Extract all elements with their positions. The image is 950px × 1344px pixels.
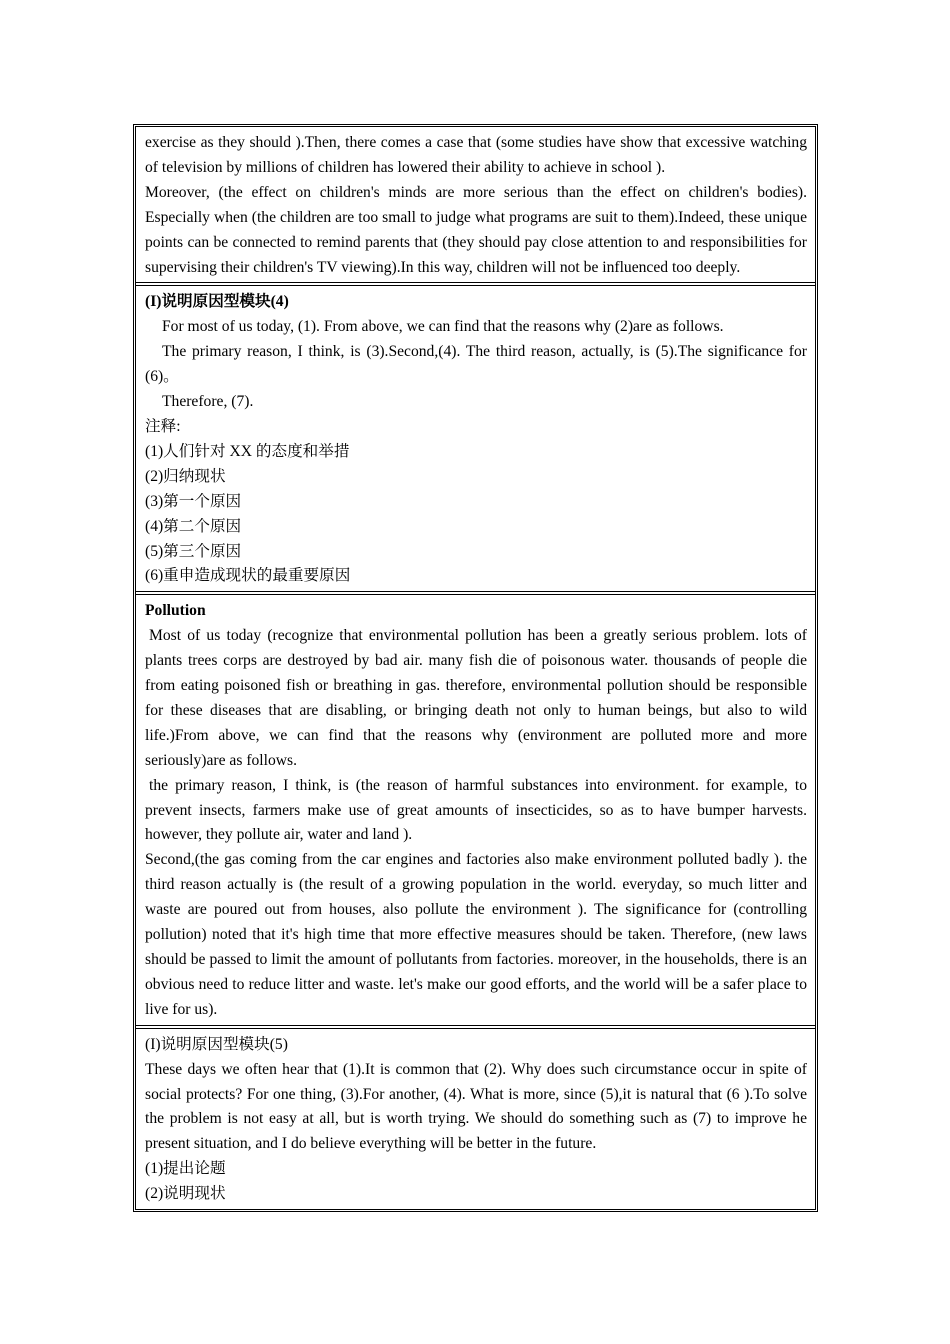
- paragraph: The primary reason, I think, is (3).Second,(4). The third reason, actually, is (5).The significance for (6)。: [145, 343, 807, 386]
- template-block-4: [136, 282, 815, 591]
- paragraph: the primary reason, I think, is (the reason of harmful substances into environment. for example, to prevent insects, farmers make use of great amounts of insecticides, so as to have bumper harvests. however, they pollute air, water and land ).: [145, 776, 807, 844]
- note-item: (1)提出论题: [145, 1160, 226, 1178]
- note-item: (5)第三个原因: [145, 542, 242, 560]
- paragraph: Second,(the gas coming from the car engines and factories also make environment polluted badly ). the third reason actually is (the result of a growing population in the world. everyday, so much litter and waste are poured out from houses, also pollute the environment ). The significance for (controlling pollution) noted that it's high time that more effective measures should be taken. Therefore, (new laws should be passed to limit the amount of pollutants from factories. moreover, in the households, there is an obvious need to reduce litter and waste. let's make our good efforts, and the world will be a safer place to live for us).: [145, 851, 807, 1018]
- notes-label: 注释:: [145, 417, 181, 435]
- note-item: (3)第一个原因: [145, 492, 242, 510]
- text-block-tv: [136, 127, 815, 282]
- essay-title: Pollution: [145, 602, 206, 620]
- note-item: (2)归纳现状: [145, 467, 226, 485]
- note-item: (1)人们针对 XX 的态度和举措: [145, 442, 350, 460]
- paragraph: These days we often hear that (1).It is common that (2). Why does such circumstance occur in spite of social protects? For one thing, (3).For another, (4). What is more, since (5),it is natural that (6 ).To solve the problem is not easy at all, but is worth trying. We should do something such as (7) to improve he present situation, and I do believe everything will be better in the future.: [145, 1060, 807, 1153]
- paragraph: Most of us today (recognize that environmental pollution has been a greatly serious problem. lots of plants trees corps are destroyed by bad air. many fish die of poisonous water. thousands of people die from eating poisoned fish or breathing in gas. therefore, environmental pollution should be responsible for these diseases that are disabling, or bringing death not only to human beings, but also to wild life.)From above, we can find that the reasons why (environment are polluted more and more seriously)are as follows.: [145, 627, 807, 769]
- template-block-5: [136, 1025, 815, 1209]
- note-item: (4)第二个原因: [145, 517, 242, 535]
- paragraph: For most of us today, (1). From above, we can find that the reasons why (2)are as follows.: [162, 318, 724, 336]
- paragraph: Therefore, (7).: [162, 393, 254, 411]
- note-item: (6)重申造成现状的最重要原因: [145, 567, 351, 585]
- paragraph: exercise as they should ).Then, there comes a case that (some studies have show that excessive watching of television by millions of children has lowered their ability to achieve in school ).: [145, 134, 807, 176]
- block-title: (I)说明原因型模块(5): [145, 1035, 288, 1053]
- block-title: (I)说明原因型模块(4): [145, 293, 289, 311]
- essay-pollution: [136, 591, 815, 1024]
- document-table: [133, 124, 818, 1212]
- paragraph: Moreover, (the effect on children's minds are more serious than the effect on children's bodies). Especially when (the children are too small to judge what programs are suit to them).Indeed, these unique points can be connected to remind parents that (they should pay close attention to and responsibilities for supervising their children's TV viewing).In this way, children will not be influenced too deeply.: [145, 183, 807, 276]
- note-item: (2)说明现状: [145, 1185, 226, 1203]
